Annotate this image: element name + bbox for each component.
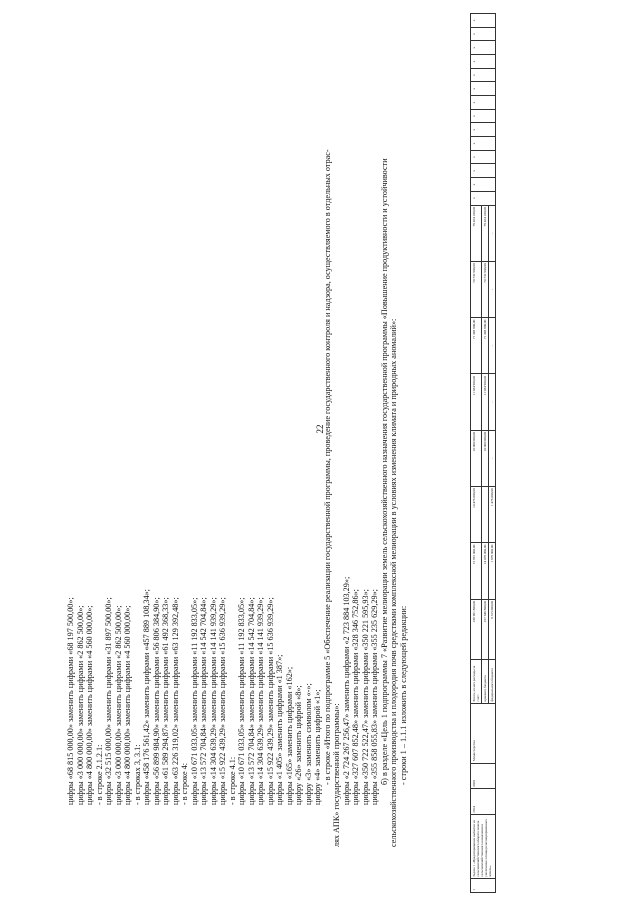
table-row (471, 14, 482, 893)
table-cell: 2014 (471, 789, 496, 815)
table-cell: 14 076 000,00 (482, 543, 489, 599)
table-cell: 78 424 100,00 (471, 205, 482, 261)
table-cell: - (489, 430, 496, 486)
text-line: цифры «355 858 055,83» заменить цифрами «355 235 629,29»; (370, 589, 379, 805)
table-cell: - (489, 318, 496, 374)
table-cell: х (471, 150, 496, 164)
meliorization-table (470, 13, 496, 893)
text-line: - в строке 4.1: (227, 756, 237, 805)
table-cell: - (489, 261, 496, 317)
text-line: - в строке 2.1.2.1: (94, 744, 104, 805)
table-cell: х (471, 123, 496, 137)
text-line: цифры «32 515 000,00» заменить цифрами «31 897 500,00»; (104, 597, 113, 805)
text-line: цифры «327 607 852,48» заменить цифрами «328 346 752,86»; (351, 589, 360, 805)
text-line: - в строках 3, 3.1: (132, 744, 142, 805)
text-line: - в строке 4: (180, 762, 189, 805)
table-cell: 236 961 800,00 (471, 599, 482, 659)
table-cell: х (471, 27, 496, 41)
table-cell: 11 034 900,00 (471, 374, 482, 430)
text-line: цифры «14 304 639,29» заменить цифрами «14 141 939,29»; (256, 597, 265, 805)
table-cell: х (471, 55, 496, 69)
table-cell: федерального бюджета (489, 659, 496, 703)
table-cell: 15 991 000,00 (471, 543, 482, 599)
text-line: цифры «10 671 033,05» заменить цифрами «11 192 833,05»; (189, 597, 199, 805)
table-cell: краевого бюджета (482, 659, 489, 703)
text-line: сельскохозяйственного производства и плодородия почв средствами комплексной мелиорации в условиях изменения климата и природных аномалий»: (389, 318, 398, 847)
table-cell: х (471, 14, 496, 28)
table-cell: 10 000 000,00 (482, 430, 489, 486)
text-line: цифру «4» заменить цифрой «1»; (313, 689, 322, 805)
text-line: цифры «13 572 704,84» заменить цифрами «14 542 704,84»; (246, 597, 256, 805)
table-cell: х (471, 109, 496, 123)
text-line: цифры «14 304 639,29» заменить цифрами «14 141 939,29»; (208, 597, 218, 805)
table-cell: 71 348 900,00 (471, 318, 482, 374)
text-line: цифры «350 722 522,47» заменить цифрами «350 221 595,93»; (360, 589, 370, 805)
table-cell: - (489, 374, 496, 430)
table-cell: 1 879 000,00 (489, 543, 496, 599)
table-cell: 11 034 900,00 (482, 374, 489, 430)
table-cell: х (471, 164, 496, 178)
text-line: цифры «56 899 984,90» заменить цифрами «56 806 384,90»; (151, 597, 161, 805)
amendment-text (66, 5, 408, 847)
text-line: цифры «165» заменить цифрами «162»; (284, 666, 294, 805)
text-line: цифру «26» заменить цифрой «8»; (294, 685, 303, 805)
text-line: б) в разделе «Цель 1 подпрограммы 7 «Развитие мелиорации земель сельскохозяйственного назначения государственной программы «Повышение продуктивности и устойчивости (379, 158, 389, 785)
table-cell: 71 348 900,00 (482, 318, 489, 374)
table-cell: Министерство (471, 703, 496, 763)
text-line: цифры «3 000 000,00» заменить цифрами «2 862 500,00»; (113, 605, 123, 805)
text-line: цифры «68 815 000,00» заменить цифрами «68 197 500,00»; (66, 597, 75, 805)
table-cell: 14 476 000,00 (471, 486, 482, 542)
table-cell: 74 732 900,00 (482, 261, 489, 317)
text-line: - в строке «Итого по подпрограмме 5 «Обеспечение реализации государственной программы, проведение государственного контроля и надзора, осуществляемого в отдельных отрас- (322, 149, 332, 785)
page-number: 22 (315, 424, 325, 434)
table-cell: 227 646 800,00 (482, 599, 489, 659)
table-cell: х (471, 82, 496, 96)
table-cell: Задача 1 «Предотвращение выбытия из сельскохозяйственного оборота земель сельскохозяйственного назначения и увеличение площади мелиорированных земель» (471, 815, 496, 879)
table-cell (482, 486, 489, 542)
text-line: цифры «63 226 319,02» заменить цифрами «63 129 392,48»; (170, 597, 180, 805)
text-line: цифры «458 176 561,42» заменить цифрами «457 889 108,34»; (142, 589, 151, 805)
table-cell: 74 732 900,00 (471, 261, 482, 317)
table-cell: 1 (471, 879, 496, 893)
table-cell: Всего, из них расходы за счет: (471, 659, 482, 703)
table-cell: х (471, 137, 496, 151)
text-line: цифры «4 800 000,00» заменить цифрами «4 560 000,00»; (123, 605, 132, 805)
table-cell: х (471, 178, 496, 192)
table-cell: 2020 (471, 763, 496, 789)
text-line: цифры «13 572 704,84» заменить цифрами «14 542 704,84»; (199, 597, 208, 805)
text-line: цифры «2 724 267 256,47» заменить цифрами «2 723 884 103,29»; (341, 576, 351, 805)
table-cell: х (471, 41, 496, 55)
text-line: цифры «61 589 294,87» заменить цифрами «61 492 368,33»; (161, 597, 170, 805)
text-line: цифры «1 405» заменить цифрами «1 387»; (275, 654, 284, 805)
text-line: - строки 1 – 1.1.1 изложить в следующей редакции: (398, 605, 408, 785)
text-line: цифры «4 800 000,00» заменить цифрами «4 560 000,00»; (85, 605, 94, 805)
table-cell: 1 476 000,00 (489, 486, 496, 542)
table-cell: х (471, 191, 496, 205)
table-cell: 78 424 100,00 (482, 205, 489, 261)
table-cell: х (471, 96, 496, 110)
table-cell: 10 000 000,00 (471, 430, 482, 486)
text-line: цифру «3» заменить символом «-»; (303, 683, 313, 805)
text-line: цифры «10 671 033,05» заменить цифрами «11 192 833,05»; (237, 597, 246, 805)
text-line: лях АПК» государственной программы»: (332, 703, 341, 847)
table-cell: - (489, 205, 496, 261)
text-line: цифры «15 922 439,29» заменить цифрами «15 636 939,29»; (218, 597, 227, 805)
text-line: цифры «15 922 439,29» заменить цифрами «15 636 939,29»; (265, 597, 275, 805)
table-cell: 9 315 000,00 (489, 599, 496, 659)
table-cell: х (471, 68, 496, 82)
text-line: цифры «3 000 000,00» заменить цифрами «2 862 500,00»; (75, 605, 85, 805)
